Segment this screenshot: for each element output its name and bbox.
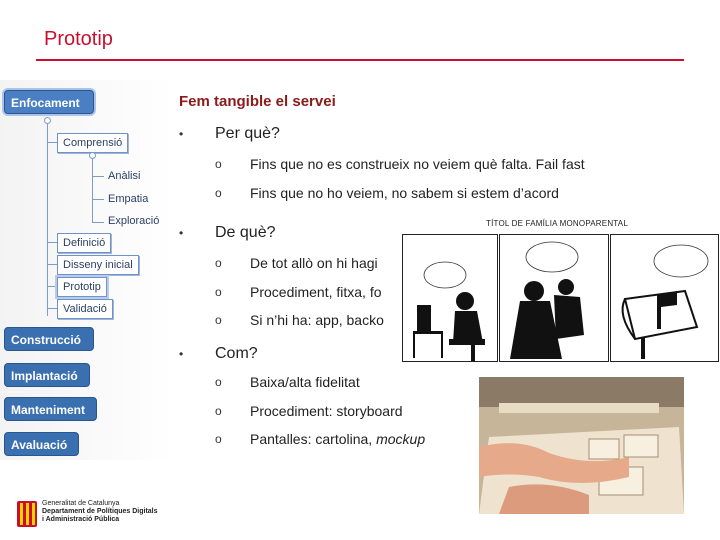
bullet-marker: o: [215, 157, 222, 171]
bullet-marker: •: [179, 127, 184, 141]
list-item: Si n’hi ha: app, backo: [250, 312, 384, 328]
comic-panel-1: [402, 234, 498, 362]
sub-item-empatia[interactable]: Empatia: [108, 193, 149, 205]
list-item: Fins que no es construeix no veiem què falta. Fail fast: [250, 156, 585, 172]
tree-connector: [47, 308, 57, 309]
slide-title: Prototip: [44, 28, 113, 50]
mockup-text: Pantalles: cartolina, mockup: [250, 431, 426, 447]
tree-node: [89, 152, 96, 159]
mother-child-icon: [500, 235, 608, 361]
phase-construccio[interactable]: Construcció: [4, 327, 94, 351]
list-item: De tot allò on hi hagi: [250, 255, 378, 271]
tree-connector: [47, 124, 48, 316]
sub-item-validacio[interactable]: Validació: [57, 299, 113, 319]
sub-item-analisi[interactable]: Anàlisi: [108, 170, 141, 182]
paper-prototype-photo: [479, 377, 684, 514]
phase-implantacio[interactable]: Implantació: [4, 363, 90, 387]
tree-node: [44, 117, 51, 124]
sub-item-disseny-inicial[interactable]: Disseny inicial: [57, 255, 139, 275]
list-item: Procediment, fitxa, fo: [250, 284, 382, 300]
tree-connector: [92, 222, 104, 223]
title-divider: [36, 59, 684, 61]
bullet-marker: o: [215, 432, 222, 446]
bullet-marker: o: [215, 375, 222, 389]
phase-avaluacio[interactable]: Avaluació: [4, 432, 79, 456]
heading-com: Com?: [215, 345, 258, 362]
tree-connector: [47, 286, 57, 287]
comic-panel-3: [610, 234, 719, 362]
woman-at-computer-icon: [403, 235, 497, 361]
section-subtitle: Fem tangible el servei: [179, 93, 336, 110]
bullet-marker: o: [215, 313, 222, 327]
tree-connector: [92, 159, 93, 223]
bullet-marker: o: [215, 285, 222, 299]
comic-panel-2: [499, 234, 609, 362]
list-item: Fins que no ho veiem, no sabem si estem d’acord: [250, 185, 559, 201]
generalitat-logo-icon: [16, 500, 38, 528]
sub-item-exploracio[interactable]: Exploració: [108, 215, 160, 227]
tree-connector: [92, 176, 104, 177]
bullet-marker: o: [215, 404, 222, 418]
sub-item-definicio[interactable]: Definició: [57, 233, 111, 253]
tree-connector: [92, 199, 104, 200]
list-item-mockup: [250, 431, 425, 447]
phase-enfocament[interactable]: Enfocament: [4, 90, 94, 114]
tree-connector: [47, 264, 57, 265]
comic-title: TÍTOL DE FAMÍLIA MONOPARENTAL: [486, 219, 628, 228]
heading-de-que: De què?: [215, 224, 276, 241]
sub-item-prototip[interactable]: Prototip: [57, 277, 107, 297]
tree-connector: [47, 242, 57, 243]
generalitat-logo-text: Generalitat de Catalunya Departament de Polítiques Digitals i Administració Pública: [42, 500, 158, 523]
prototyping-photo: [479, 377, 684, 514]
bullet-marker: •: [179, 226, 184, 240]
list-item: Baixa/alta fidelitat: [250, 374, 360, 390]
bullet-marker: •: [179, 347, 184, 361]
storyboard-comic: [401, 216, 719, 366]
list-item: Procediment: storyboard: [250, 403, 403, 419]
bullet-marker: o: [215, 256, 222, 270]
sub-item-comprensio[interactable]: Comprensió: [57, 133, 128, 153]
phase-manteniment[interactable]: Manteniment: [4, 397, 97, 421]
mailbox-icon: [611, 235, 718, 361]
heading-per-que: Per què?: [215, 125, 280, 142]
bullet-marker: o: [215, 186, 222, 200]
tree-connector: [47, 142, 57, 143]
